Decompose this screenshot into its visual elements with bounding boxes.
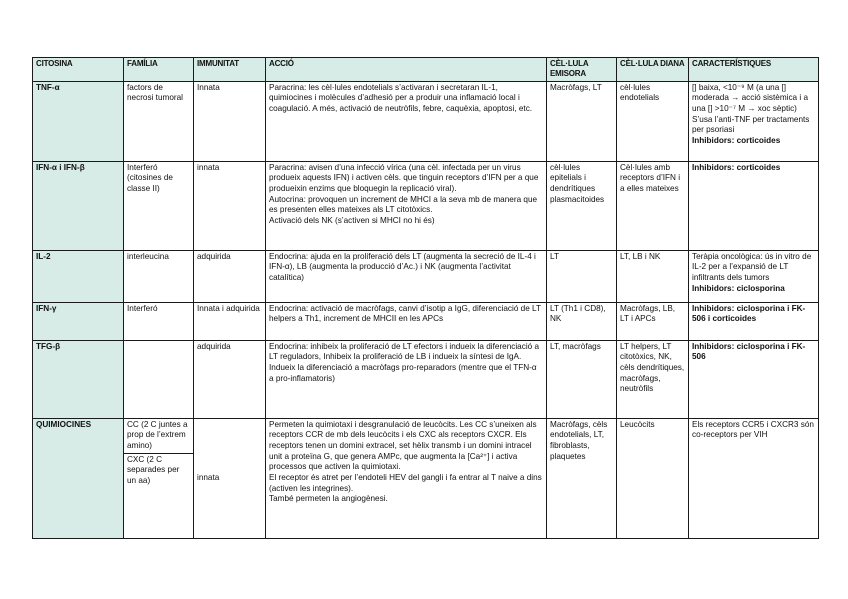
table-row [33, 340, 819, 418]
cell-citosina: QUIMIOCINES [33, 418, 124, 538]
header-accio: ACCIÓ [266, 58, 547, 82]
cell-immunitat: innata [194, 418, 266, 538]
cell-immunitat: adquirida [194, 250, 266, 302]
familia-cxc: CXC (2 C separades per un aa) [124, 453, 193, 488]
cell-diana: cèl·lules endotelials [617, 81, 689, 161]
cell-diana: Cèl·lules amb receptors d’IFN i a elles mateixes [617, 161, 689, 250]
table-row [33, 161, 819, 250]
accio-text: Endocrina: activació de macròfags, canvi d’isotip a IgG, diferenciació de LT helpers a Th1, increment de MHCII en les APCs [269, 303, 541, 324]
inhibidors-text: Inhibidors: ciclosporina i FK-506 i corticoides [692, 303, 806, 324]
header-caracteristiques: CARACTERÍSTIQUES [689, 58, 819, 82]
caracteristiques-text: Els receptors CCR5 i CXCR3 són co-receptors per VIH [692, 419, 814, 440]
inhibidors-text: Inhibidors: corticoides [692, 162, 781, 172]
cell-accio [266, 340, 547, 418]
inhibidors-text: Inhibidors: ciclosporina i FK-506 [692, 341, 806, 362]
cell-citosina: IFN-α i IFN-β [33, 161, 124, 250]
cell-familia [124, 418, 194, 538]
cell-familia: interleucina [124, 250, 194, 302]
caracteristiques-text: S’usa l’anti-TNF per tractaments per psoriasi [692, 114, 810, 135]
accio-text: Paracrina: avisen d’una infecció vírica (una cèl. infectada per un virus produeix aquests IFN) i activen cèls. que tinguin receptors d’IFN per a que produeixin enzims que bloquegin la replicació viral). [269, 162, 539, 194]
caracteristiques-text: Teràpia oncològica: ús in vitro de IL-2 per a l’expansió de LT infiltrants dels tumors [692, 251, 812, 283]
header-immunitat: IMMUNITAT [194, 58, 266, 82]
inhibidors-text: Inhibidors: corticoides [692, 136, 781, 146]
cell-immunitat: adquirida [194, 340, 266, 418]
cell-accio [266, 302, 547, 340]
cell-diana: Macròfags, LB, LT i APCs [617, 302, 689, 340]
cell-emisora: LT (Th1 i CD8), NK [547, 302, 617, 340]
accio-text: Activació dels NK (s’activen si MHCI no hi és) [269, 216, 435, 226]
cell-familia: factors de necrosi tumoral [124, 81, 194, 161]
cell-caracteristiques [689, 81, 819, 161]
cell-accio [266, 250, 547, 302]
cell-immunitat: Innata [194, 81, 266, 161]
accio-text: Endocrina: ajuda en la proliferació dels LT (augmenta la secreció de IL-4 i IFN-α), LB (augmenta la producció d’Ac.) i NK (augmenta l’activitat catalítica) [269, 251, 536, 283]
cell-citosina: IFN-γ [33, 302, 124, 340]
cell-citosina: TFG-β [33, 340, 124, 418]
cell-familia [124, 340, 194, 418]
cell-diana: LT, LB i NK [617, 250, 689, 302]
cell-diana: Leucòcits [617, 418, 689, 538]
inhibidors-text: Inhibidors: ciclosporina [692, 283, 785, 293]
accio-text: També permeten la angiogènesi. [269, 494, 388, 504]
cell-diana: LT helpers, LT citotòxics, NK, cèls dendrítiques, macròfags, neutròfils [617, 340, 689, 418]
accio-text: Endocrina: inhibeix la proliferació de LT efectors i indueix la diferenciació a LT reguladors, Inhibeix la proliferació de LB i indueix la síntesi de IgA. Indueix la diferenciació a macròfags pro-reparadors (mentre que el TFN-α a pro-inflamatoris) [269, 341, 540, 383]
header-familia: FAMÍLIA [124, 58, 194, 82]
table-row [33, 418, 819, 538]
table-row [33, 81, 819, 161]
cell-familia: Interferó [124, 302, 194, 340]
cell-caracteristiques [689, 418, 819, 538]
cell-emisora: Macròfags, cèls endotelials, LT, fibroblasts, plaquetes [547, 418, 617, 538]
cell-immunitat: innata [194, 161, 266, 250]
cell-emisora: Macròfags, LT [547, 81, 617, 161]
header-diana: CÈL·LULA DIANA [617, 58, 689, 82]
accio-text: El receptor és atret per l’endoteli HEV del gangli i fa entrar al T naive a dins (activen les integrines). [269, 473, 542, 493]
header-citosina: CITOSINA [33, 58, 124, 82]
cell-caracteristiques [689, 161, 819, 250]
accio-text: Autocrina: provoquen un increment de MHCI a la seva mb de manera que es presenten elles mateixes als LT citotòxics. [269, 194, 538, 215]
cell-citosina: TNF-α [33, 81, 124, 161]
cell-caracteristiques [689, 302, 819, 340]
accio-text: Permeten la quimiotaxi i desgranulació de leucòcits. Les CC s’uneixen als receptors CCR de mb dels leucòcits i els CXC als receptors CXCR. Els receptors tenen un domini extracel, set hèlix transmb i un domini intracel unit a proteïna G, que genera AMPc, que augmenta la [Ca²⁺] i activa processos que activen la quimiotaxi. [269, 419, 537, 472]
header-row [33, 58, 819, 82]
cell-accio [266, 81, 547, 161]
familia-cc: CC (2 C juntes a prop de l’extrem amino) [127, 419, 188, 451]
cell-familia: Interferó (citosines de classe II) [124, 161, 194, 250]
cell-accio [266, 161, 547, 250]
cell-caracteristiques [689, 340, 819, 418]
cell-emisora: LT, macròfags [547, 340, 617, 418]
table-row [33, 302, 819, 340]
cell-immunitat: Innata i adquirida [194, 302, 266, 340]
cytokine-table [32, 57, 819, 539]
cell-citosina: IL-2 [33, 250, 124, 302]
table-row [33, 250, 819, 302]
caracteristiques-text: [] baixa, <10⁻⁹ M (a una [] moderada → acció sistèmica i a una [] >10⁻⁷ M → xoc sèptic) [692, 82, 809, 114]
cell-accio [266, 418, 547, 538]
header-emisora: CÈL·LULA EMISORA [547, 58, 617, 82]
cell-caracteristiques [689, 250, 819, 302]
cell-emisora: cèl·lules epitelials i dendrítiques plasmacitoides [547, 161, 617, 250]
accio-text: Paracrina: les cèl·lules endotelials s’activaran i secretaran IL-1, quimiocines i molècules d’adhesió per a produir una inflamació local i coagulació. A més, activació de neutròfils, febre, caquèxia, apoptosi, etc. [269, 82, 533, 114]
cell-emisora: LT [547, 250, 617, 302]
